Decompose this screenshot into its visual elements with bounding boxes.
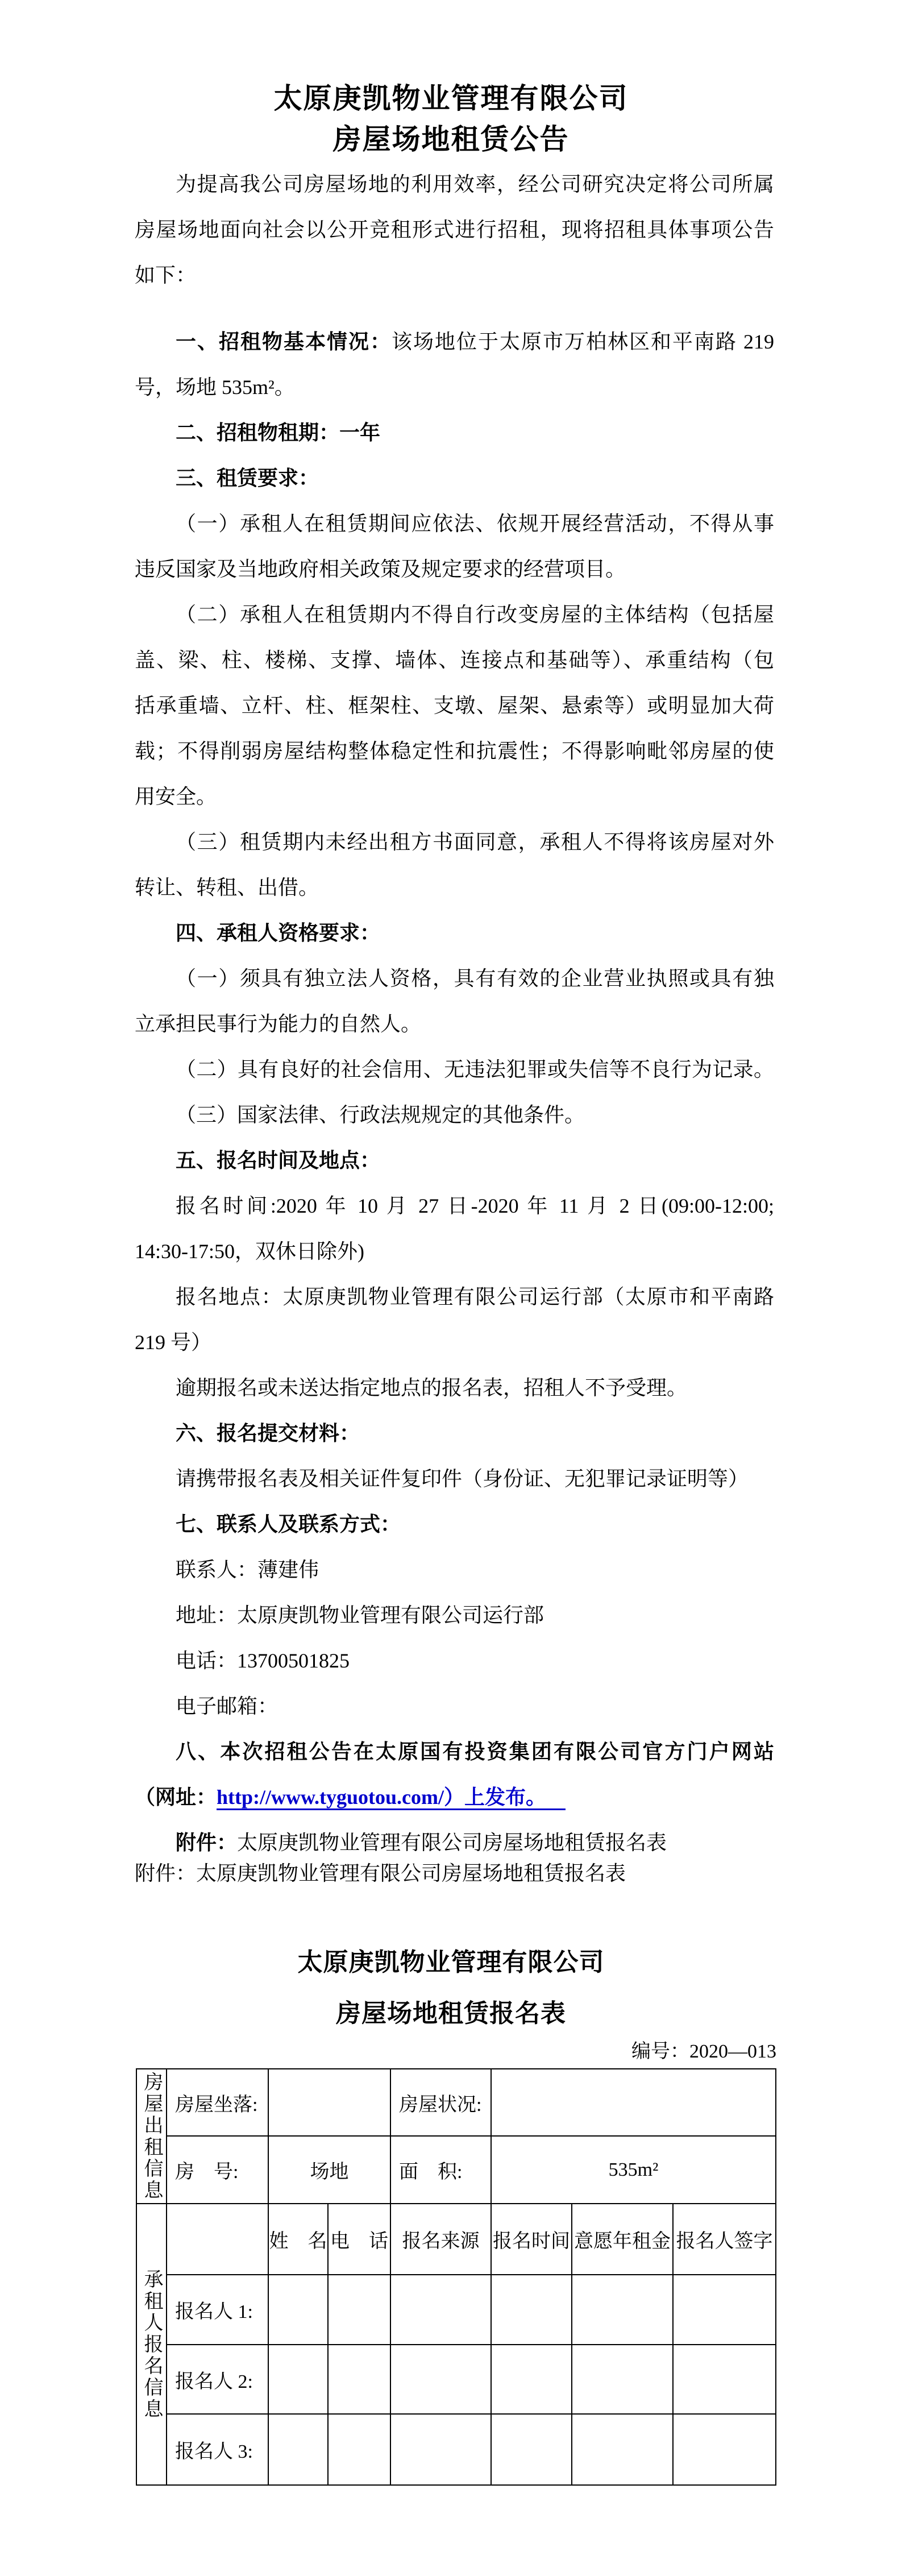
intro-line-2: 房屋场地面向社会以公开竞租形式进行招租，现将招租具体事项公告: [135, 218, 774, 241]
section-applicant-info-vertical-header: 承租人报名信息: [137, 2204, 167, 2484]
cell-applicant-1-name: [269, 2275, 329, 2345]
attachment-text: 太原庚凯物业管理有限公司房屋场地租赁报名表: [237, 1831, 667, 1854]
announcement-body: [135, 161, 774, 1896]
materials-note-line: 请携带报名表及相关证件复印件（身份证、无犯罪记录证明等）: [176, 1467, 749, 1490]
cell-applicant-1-time: [492, 2275, 572, 2345]
section-3-heading: 三、租赁要求：: [176, 467, 319, 490]
cell-applicant-3-time: [492, 2415, 572, 2484]
cell-applicant-1-phone: [329, 2275, 391, 2345]
website-line-label: （网址：: [135, 1786, 217, 1808]
section-1-heading-rest: 该场地位于太原市万柏林区和平南路 219: [392, 330, 774, 353]
clause-3-2-line-4: 载；不得削弱房屋结构整体稳定性和抗震性；不得影响毗邻房屋的使: [135, 740, 774, 762]
clause-3-2-line-1: （二）承租人在租赁期内不得自行改变房屋的主体结构（包括屋: [176, 603, 774, 626]
column-header-name: 姓 名: [269, 2204, 329, 2275]
announcement-title-line2: 房屋场地租赁公告: [332, 123, 570, 155]
cell-applicant-2-source: [391, 2345, 492, 2415]
clause-4-1-line-1: （一）须具有独立法人资格，具有有效的企业营业执照或具有独: [176, 967, 774, 990]
column-header-signature: 报名人签字: [674, 2204, 775, 2275]
cell-house-location-value: [269, 2069, 391, 2137]
contact-phone-line: 电话：13700501825: [176, 1649, 350, 1672]
cell-applicant-3-name: [269, 2415, 329, 2484]
intro-line-1: 为提高我公司房屋场地的利用效率，经公司研究决定将公司所属: [176, 173, 774, 196]
cell-applicant-3-rent: [572, 2415, 674, 2484]
cell-applicant-2-label: 报名人 2:: [167, 2345, 269, 2415]
cell-applicant-2-time: [492, 2345, 572, 2415]
cell-applicant-3-source: [391, 2415, 492, 2484]
registration-form-table: [136, 2068, 776, 2486]
clause-3-2-line-5: 用安全。: [135, 785, 217, 808]
section-1-cont-line: 号，场地 535m²。: [135, 376, 295, 399]
contact-address-line: 地址：太原庚凯物业管理有限公司运行部: [176, 1604, 544, 1627]
cell-house-condition-value: [492, 2069, 775, 2137]
contact-person-line: 联系人：薄建伟: [176, 1558, 319, 1581]
clause-4-2-line: （二）具有良好的社会信用、无违法犯罪或失信等不良行为记录。: [176, 1058, 774, 1081]
section-7-heading: 七、联系人及联系方式：: [176, 1513, 401, 1536]
website-link[interactable]: http://www.tyguotou.com/）上发布。: [217, 1786, 566, 1810]
column-header-desired-rent: 意愿年租金: [572, 2204, 674, 2275]
section-house-info-vertical-header: 房屋出租信息: [137, 2069, 167, 2204]
signup-place-line-1: 报名地点：太原庚凯物业管理有限公司运行部（太原市和平南路: [176, 1285, 774, 1308]
cell-room-number-label: 房 号:: [167, 2137, 269, 2204]
website-line: [135, 1774, 774, 1820]
overdue-note-line: 逾期报名或未送达指定地点的报名表，招租人不予受理。: [176, 1376, 688, 1399]
signup-time-line-2: 14:30-17:50，双休日除外): [135, 1240, 364, 1263]
clause-3-1-line-2: 违反国家及当地政府相关政策及规定要求的经营项目。: [135, 558, 626, 580]
column-header-signup-source: 报名来源: [391, 2204, 492, 2275]
section-5-heading: 五、报名时间及地点：: [176, 1149, 381, 1172]
clause-3-3-line-2: 转让、转租、出借。: [135, 876, 319, 899]
cell-applicant-2-phone: [329, 2345, 391, 2415]
form-title-line1: 太原庚凯物业管理有限公司: [297, 1948, 605, 1976]
cell-area-value: 535m²: [492, 2137, 775, 2204]
clause-3-2-line-2: 盖、梁、柱、楼梯、支撑、墙体、连接点和基础等）、承重结构（包: [135, 649, 774, 671]
section-1-heading-line: [135, 319, 774, 364]
cell-applicant-3-phone: [329, 2415, 391, 2484]
column-header-signup-time: 报名时间: [492, 2204, 572, 2275]
cell-house-location-label: 房屋坐落:: [167, 2069, 269, 2137]
cell-applicant-1-label: 报名人 1:: [167, 2275, 269, 2345]
clause-4-3-line: （三）国家法律、行政法规规定的其他条件。: [176, 1104, 585, 1126]
form-doc-number: 编号：2020—013: [631, 2041, 776, 2062]
cell-applicant-1-signature: [674, 2275, 775, 2345]
section-4-heading: 四、承租人资格要求：: [176, 922, 381, 944]
cell-applicant-2-signature: [674, 2345, 775, 2415]
clause-4-1-line-2: 立承担民事行为能力的自然人。: [135, 1013, 422, 1035]
signup-time-line-1: 报名时间:2020 年 10 月 27 日-2020 年 11 月 2 日(09:00-12:00;: [176, 1194, 774, 1217]
form-title-line2: 房屋场地租赁报名表: [336, 2000, 566, 2027]
cell-header-blank: [167, 2204, 269, 2275]
signup-place-line-2: 219 号）: [135, 1331, 212, 1354]
attachment-label: 附件：: [176, 1831, 238, 1854]
contact-email-line: 电子邮箱：: [176, 1695, 279, 1718]
section-6-heading: 六、报名提交材料：: [176, 1422, 360, 1445]
clause-3-2-line-3: 括承重墙、立杆、柱、框架柱、支墩、屋架、悬索等）或明显加大荷: [135, 694, 774, 717]
cell-applicant-1-source: [391, 2275, 492, 2345]
cell-house-condition-label: 房屋状况:: [391, 2069, 492, 2137]
cell-room-number-value: 场地: [269, 2137, 391, 2204]
cell-applicant-1-rent: [572, 2275, 674, 2345]
cell-applicant-2-name: [269, 2345, 329, 2415]
intro-line-3: 如下：: [135, 264, 197, 287]
column-header-phone: 电 话: [329, 2204, 391, 2275]
section-2-heading: 二、招租物租期：一年: [176, 421, 381, 444]
attachment-line-2: 附件：太原庚凯物业管理有限公司房屋场地租赁报名表: [135, 1862, 626, 1885]
cell-area-label: 面 积:: [391, 2137, 492, 2204]
cell-applicant-3-signature: [674, 2415, 775, 2484]
section-1-heading-label: 一、招租物基本情况：: [176, 330, 392, 353]
clause-3-1-line-1: （一）承租人在租赁期间应依法、依规开展经营活动，不得从事: [176, 512, 774, 535]
clause-3-3-line-1: （三）租赁期内未经出租方书面同意，承租人不得将该房屋对外: [176, 831, 774, 853]
announcement-title-line1: 太原庚凯物业管理有限公司: [273, 82, 629, 114]
section-8-heading: 八、本次招租公告在太原国有投资集团有限公司官方门户网站: [176, 1740, 774, 1763]
cell-applicant-2-rent: [572, 2345, 674, 2415]
cell-applicant-3-label: 报名人 3:: [167, 2415, 269, 2484]
